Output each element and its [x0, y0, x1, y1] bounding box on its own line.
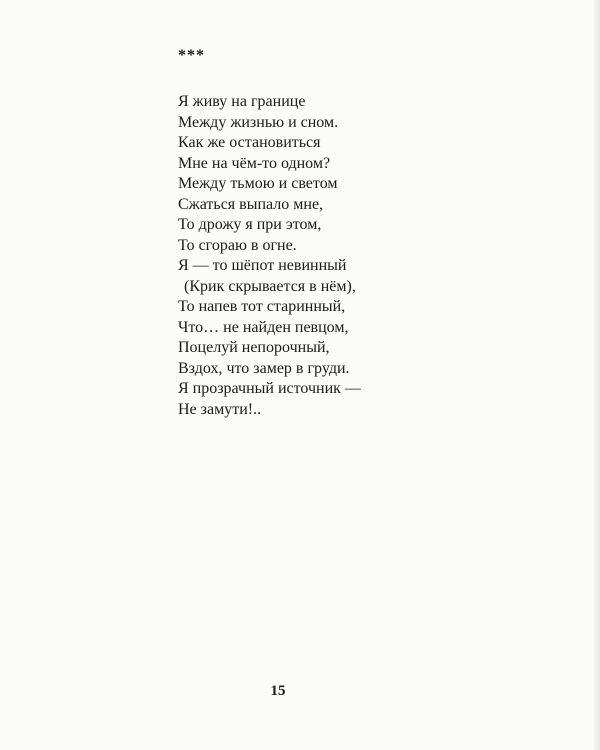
poem-line: То дрожу я при этом, — [178, 216, 322, 233]
poem-line: То напев тот старинный, — [178, 298, 346, 315]
poem-line: Между тьмою и светом — [178, 175, 338, 192]
poem-line: Мне на чём-то одном? — [178, 154, 331, 172]
poem-line: Я живу на границе — [178, 93, 306, 110]
poem-line: Не замути!.. — [178, 400, 262, 418]
page-number: 15 — [270, 683, 286, 699]
poem-line: Поцелуй непорочный, — [178, 339, 330, 356]
poem-line: Как же остановиться — [178, 134, 321, 151]
poem — [178, 46, 361, 420]
poem-line: Вздох, что замер в груди. — [178, 359, 350, 377]
poem-line: (Крик скрывается в нём), — [184, 277, 356, 295]
poem-line: Сжаться выпало мне, — [178, 195, 324, 213]
poem-line: Что… не найден певцом, — [178, 318, 349, 336]
poem-line: Между жизнью и сном. — [178, 113, 339, 131]
poem-line: Я — то шёпот невинный — [178, 257, 347, 274]
poem-separator: *** — [178, 47, 205, 64]
page-edge — [594, 0, 600, 750]
poem-line: Я прозрачный источник — — [178, 380, 361, 397]
poem-line: То сгораю в огне. — [178, 236, 297, 254]
